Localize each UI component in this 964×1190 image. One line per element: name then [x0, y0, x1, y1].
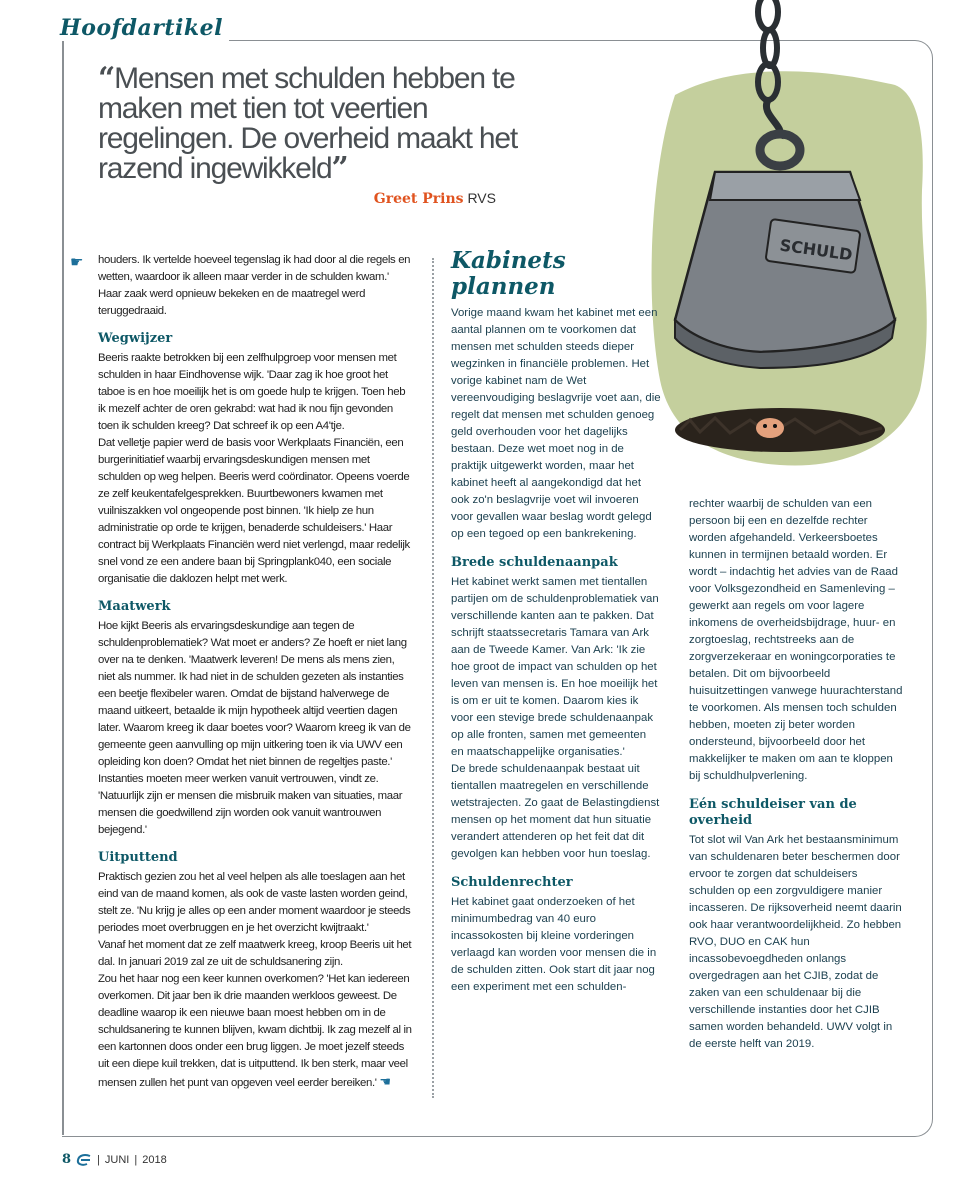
footer-separator: |: [134, 1153, 138, 1166]
col2-paragraph: De brede schuldenaanpak bestaat uit tientallen maatregelen en verschillende wetstrajecten. Zo gaat de Belastingdienst mensen op het moment dat hun situatie verandert attenderen op het feit dat dit gevolgen kan hebben voor hun toeslag.: [451, 763, 660, 860]
footer-separator: |: [97, 1153, 100, 1166]
sidebar-title: [451, 248, 661, 300]
quote-close-mark: ”: [331, 151, 348, 186]
end-hand-icon: ☚: [379, 1074, 391, 1089]
weight-label: SCHULD: [778, 235, 854, 265]
sidebar-title-line2: plannen: [451, 273, 556, 300]
col1-paragraph: Hoe kijkt Beeris als ervaringsdeskundige aan tegen de schuldenproblematiek? Wat moet er anders? Ze hoeft er niet lang over na te denken. 'Maatwerk leveren! De mens als mens zien, niet als nummer. Ik had niet in de schulden gezeten als instanties een beetje flexibeler waren. Omdat de bijstand halverwege de maand uitkeert, betaalde ik mijn hypotheek altijd veertien dagen later. Waarom kreeg ik daar boetes voor? Waarom kreeg ik van de gemeente geen aanvulling op mijn uitkering toen ik via UWV een opleiding kon doen? Omdat het niet binnen de regeltjes paste.': [98, 620, 411, 768]
magazine-logo-icon: [76, 1154, 92, 1166]
footer-month: JUNI: [104, 1153, 130, 1166]
sidebar-column-3: [689, 496, 904, 1053]
page-footer: [62, 1152, 167, 1167]
col3-paragraph: Tot slot wil Van Ark het bestaansminimum van schuldenaren beter beschermen door ervoor te zorgen dat schuldeisers schulden op een zorgvuldigere manier incasseren. De rijksoverheid neemt daarin ook haar verantwoordelijkheid. Zo hebben RVO, DUO en CAK hun incassobevoegdheden onlangs overgedragen aan het CJIB, zodat de zaken van een schuldenaar bij die verschillende instanties door het CJIB samen worden behandeld. UWV volgt in de eerste helft van 2019.: [689, 834, 902, 1050]
footer-year: 2018: [142, 1153, 167, 1166]
col2-paragraph: Het kabinet gaat onderzoeken of het minimumbedrag van 40 euro incassokosten bij kleine vorderingen verlaagd kan worden voor mensen die in de schulden zitten. Ook start dit jaar nog een experiment met een schulden-: [451, 896, 657, 993]
heading-een-schuldeiser: Eén schuldeiser van de overheid: [689, 797, 857, 828]
heading-maatwerk: Maatwerk: [98, 599, 171, 614]
heading-schuldenrechter: Schuldenrechter: [451, 875, 573, 890]
sidebar-title-line1: Kabinets: [451, 247, 566, 274]
col2-paragraph: Het kabinet werkt samen met tientallen partijen om de schuldenproblematiek van verschillende kanten aan te pakken. Dat schrijft staatssecretaris Tamara van Ark aan de Tweede Kamer. Van Ark: 'Ik zie hoe groot de impact van schulden op het leven van mensen is. En hoe moeilijk het is om er uit te komen. Daarom kies ik voor een stevige brede schuldenaanpak op alle fronten, samen met gemeenten en maatschappelijke organisaties.': [451, 576, 659, 758]
hole: [675, 408, 885, 452]
col1-paragraph: Instanties moeten meer werken vanuit vertrouwen, vindt ze. 'Natuurlijk zijn er mensen die misbruik maken van situaties, maar mensen die goedwillend zijn worden ook vanuit wantrouwen bejegend.': [98, 773, 403, 836]
heading-brede-schuldenaanpak: Brede schuldenaanpak: [451, 555, 618, 570]
pull-quote: [98, 61, 518, 186]
heading-wegwijzer: Wegwijzer: [98, 331, 173, 346]
quote-open-mark: “: [98, 61, 115, 96]
heading-uitputtend: Uitputtend: [98, 850, 178, 865]
col2-paragraph: Vorige maand kwam het kabinet met een aantal plannen om te voorkomen dat mensen met schulden steeds dieper wegzinken in financiële problemen. Het vorige kabinet nam de Wet vereenvoudiging beslagvrije voet aan, die regelt dat mensen met schulden genoeg geld overhouden voor het dagelijks bestaan. Deze wet moet nog in de praktijk uitgewerkt worden, maar het kabinet heeft al aangekondigd dat het ook zo'n beslagvrije voet wil invoeren voor gevallen waar beslag wordt gelegd op een tegoed op een bankrekening.: [451, 307, 661, 540]
col1-paragraph: Praktisch gezien zou het al veel helpen als alle toeslagen aan het eind van de maand komen, als ook de vaste lasten worden geind, stelt ze. 'Nu krijg je alles op een ander moment waardoor je steeds periodes moet overbruggen en je het overzicht kwijtraakt.': [98, 871, 411, 934]
article-column-1: [98, 252, 414, 1092]
col1-intro: houders. Ik vertelde hoeveel tegenslag ik had door al die regels en wetten, waardoor ik alleen maar verder in de schulden kwam.' Haar zaak werd opnieuw bekeken en de maatregel werd teruggedraaid.: [98, 254, 411, 317]
section-label: Hoofdartikel: [60, 15, 229, 41]
continue-hand-icon: ☛: [70, 254, 84, 271]
debt-weight-illustration: [620, 0, 940, 500]
col3-paragraph: rechter waarbij de schulden van een persoon bij een en dezelfde rechter worden afgehandeld. Verkeersboetes kunnen in termijnen betaald worden. Er wordt – indachtig het advies van de Raad voor Volksgezondheid en Samenleving – gewerkt aan regels om voor lagere inkomens de overheidsbijdrage, huur- en zorgtoeslag, rechtstreeks aan de zorgverzekeraar en woningcorporaties te betalen. Dit om bijvoorbeeld huisuitzettingen vanwege huurachterstand te voorkomen. Als mensen toch schulden hebben, moeten zij beter worden ondersteund, bijvoorbeeld door het makkelijker te maken om aan te kloppen bij schuldhulpverlening.: [689, 498, 903, 782]
quote-text: Mensen met schulden hebben te maken met tien tot veertien regelingen. De overheid maakt het razend ingewikkeld: [98, 62, 518, 185]
column-divider: [432, 258, 434, 1098]
quote-author-org: RVS: [467, 190, 496, 206]
col1-paragraph: [98, 971, 414, 1092]
quote-author-name: Greet Prins: [373, 191, 464, 207]
sidebar-column-2: [451, 248, 661, 996]
col1-paragraph: Beeris raakte betrokken bij een zelfhulpgroep voor mensen met schulden in haar Eindhovense wijk. 'Daar zag ik hoe groot het taboe is en hoe moeilijk het is om goede hulp te krijgen. Toen heb ik mezelf achter de oren gekrabd: wat had ik nou fijn gevonden toen ik schulden kreeg? Dat schreef ik op een A4'tje.: [98, 352, 406, 432]
col1-paragraph: Dat velletje papier werd de basis voor Werkplaats Financiën, een burgerinitiatief waarbij ervaringsdeskundigen mensen met schulden op weg helpen. Beeris werd coördinator. Opeens voerde ze zelf keukentafelgesprekken. Buurtbewoners kwamen met vuilniszakken vol ongeopende post binnen. 'Ik hielp ze hun administratie op orde te krijgen, benaderde schuldeisers.' Haar contract bij Werkplaats Financiën werd niet verlengd, maar redelijk snel vond ze een andere baan bij Springplank040, een sociale organisatie die daklozen helpt met werk.: [98, 437, 410, 585]
page-number: 8: [62, 1152, 72, 1167]
col1-paragraph: Vanaf het moment dat ze zelf maatwerk kreeg, kroop Beeris uit het dal. In januari 2019 zal ze uit de schuldsanering zijn.: [98, 939, 412, 968]
col1-last-text: Zou het haar nog een keer kunnen overkomen? 'Het kan iedereen overkomen. Dit jaar ben ik drie maanden werkloos geweest. De deadline waarop ik een nieuwe baan moest hebben om in de schuldsanering te kunnen blijven, kwam dichtbij. Ik zag mezelf al in een kartonnen doos onder een brug liggen. Je moet jezelf steeds uit een diepe kuil trekken, dat is uitputtend. Ik ben sterk, maar veel mensen zullen het punt van opgeven veel eerder bereiken.': [98, 973, 412, 1089]
quote-author: [300, 190, 496, 207]
